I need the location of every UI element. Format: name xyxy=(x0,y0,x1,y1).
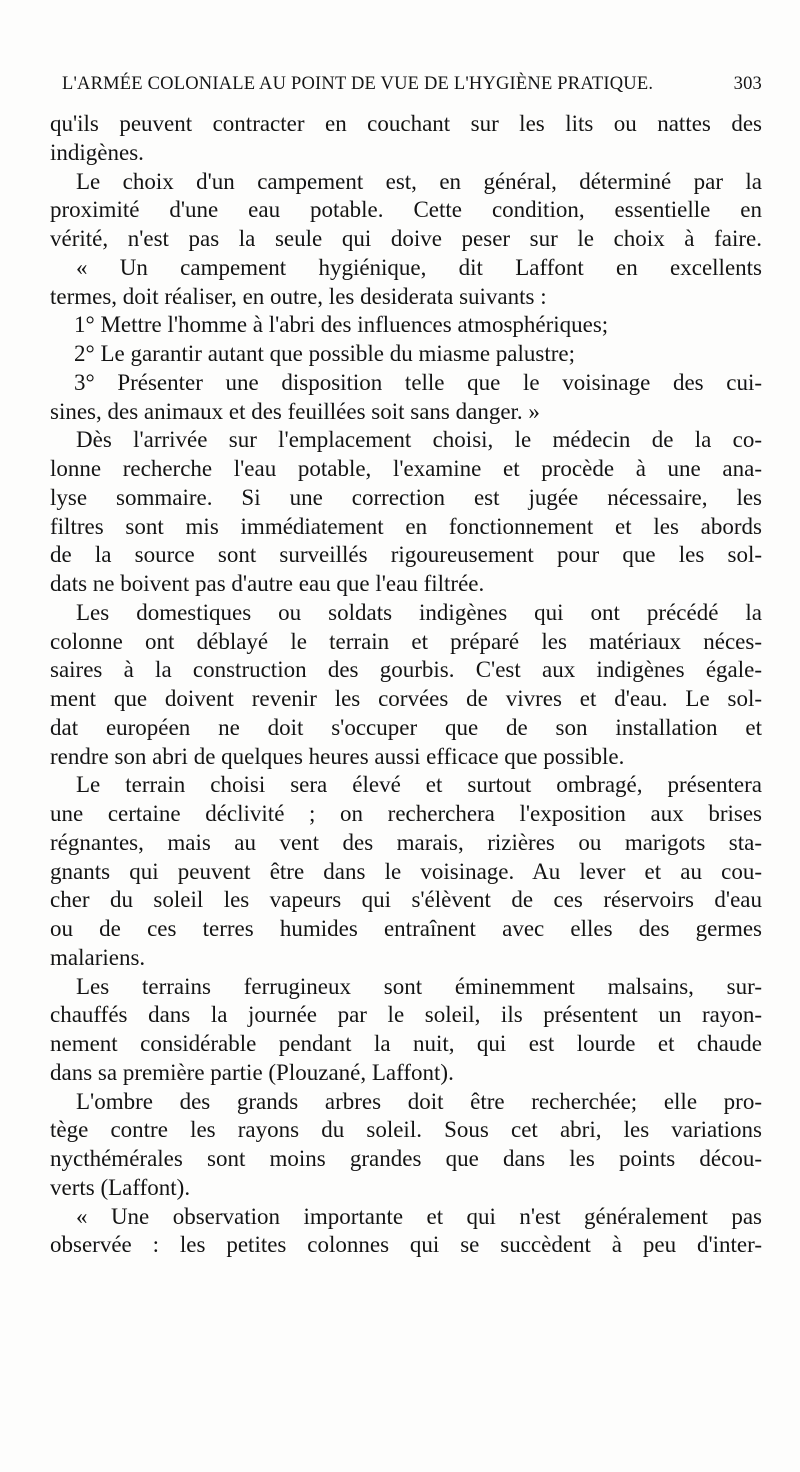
text-line: proximité d'une eau potable. Cette condition, essentielle en xyxy=(50,197,762,223)
text-line: régnantes, mais au vent des marais, rizières ou marigots sta- xyxy=(50,829,762,855)
text-line: 2° Le garantir autant que possible du miasme palustre; xyxy=(74,341,576,366)
text-line: dans sa première partie (Plouzané, Laffont). xyxy=(50,1059,454,1085)
text-line: saires à la construction des gourbis. C'est aux indigènes égale- xyxy=(50,657,762,683)
text-line: indigènes. xyxy=(50,139,144,165)
text-line: rendre son abri de quelques heures aussi efficace que possible. xyxy=(50,743,625,769)
text-line: ou de ces terres humides entraînent avec elles des germes xyxy=(50,916,762,941)
text-line: une certaine déclivité ; on recherchera l'exposition aux brises xyxy=(50,801,762,826)
text-line: verts (Laffont). xyxy=(50,1174,191,1200)
text-line: dat européen ne doit s'occuper que de son installation et xyxy=(50,714,762,740)
text-line: nycthémérales sont moins grandes que dans les points décou- xyxy=(50,1146,762,1171)
running-title: L'ARMÉE COLONIALE AU POINT DE VUE DE L'HYGIÈNE PRATIQUE. xyxy=(62,74,654,94)
text-line: qu'ils peuvent contracter en couchant sur les lits ou nattes des xyxy=(50,111,762,136)
text-line: Le choix d'un campement est, en général, déterminé par la xyxy=(76,168,762,194)
text-line: nement considérable pendant la nuit, qui est lourde et chaude xyxy=(50,1031,762,1056)
text-line: « Un campement hygiénique, dit Laffont en excellents xyxy=(76,254,762,280)
text-line: vérité, n'est pas la seule qui doive peser sur le choix à faire. xyxy=(50,226,762,251)
running-header xyxy=(62,74,762,102)
text-line: cher du soleil les vapeurs qui s'élèvent de ces réservoirs d'eau xyxy=(50,887,762,913)
text-line: chauffés dans la journée par le soleil, ils présentent un rayon- xyxy=(50,1002,762,1028)
text-line: colonne ont déblayé le terrain et préparé les matériaux néces- xyxy=(50,628,762,654)
text-line: tège contre les rayons du soleil. Sous cet abri, les variations xyxy=(50,1117,762,1143)
text-line: lyse sommaire. Si une correction est jugée nécessaire, les xyxy=(50,484,762,510)
text-line: filtres sont mis immédiatement en fonctionnement et les abords xyxy=(50,513,762,539)
text-line: sines, des animaux et des feuillées soit sans danger. » xyxy=(50,398,540,424)
text-line: termes, doit réaliser, en outre, les desiderata suivants : xyxy=(50,283,547,309)
text-line: Les terrains ferrugineux sont éminemment malsains, sur- xyxy=(76,973,762,999)
body-text xyxy=(50,110,762,1260)
text-line: gnants qui peuvent être dans le voisinage. Au lever et au cou- xyxy=(50,858,762,884)
text-line: malariens. xyxy=(50,944,146,970)
text-line: lonne recherche l'eau potable, l'examine et procède à une ana- xyxy=(50,456,762,481)
text-line: Dès l'arrivée sur l'emplacement choisi, le médecin de la co- xyxy=(76,427,762,453)
text-line: 3° Présenter une disposition telle que le voisinage des cui- xyxy=(74,369,762,395)
text-line: observée : les petites colonnes qui se succèdent à peu d'inter- xyxy=(50,1232,762,1258)
text-line: 1° Mettre l'homme à l'abri des influences atmosphériques; xyxy=(74,312,609,338)
text-line: ment que doivent revenir les corvées de vivres et d'eau. Le sol- xyxy=(50,686,762,711)
text-line: « Une observation importante et qui n'est généralement pas xyxy=(76,1203,762,1229)
page-number: 303 xyxy=(733,74,762,94)
text-line: Les domestiques ou soldats indigènes qui ont précédé la xyxy=(76,599,762,625)
text-line: Le terrain choisi sera élevé et surtout ombragé, présentera xyxy=(76,772,762,798)
text-line: de la source sont surveillés rigoureusement pour que les sol- xyxy=(50,542,762,568)
text-line: L'ombre des grands arbres doit être recherchée; elle pro- xyxy=(76,1088,762,1114)
text-line: dats ne boivent pas d'autre eau que l'eau filtrée. xyxy=(50,571,485,596)
